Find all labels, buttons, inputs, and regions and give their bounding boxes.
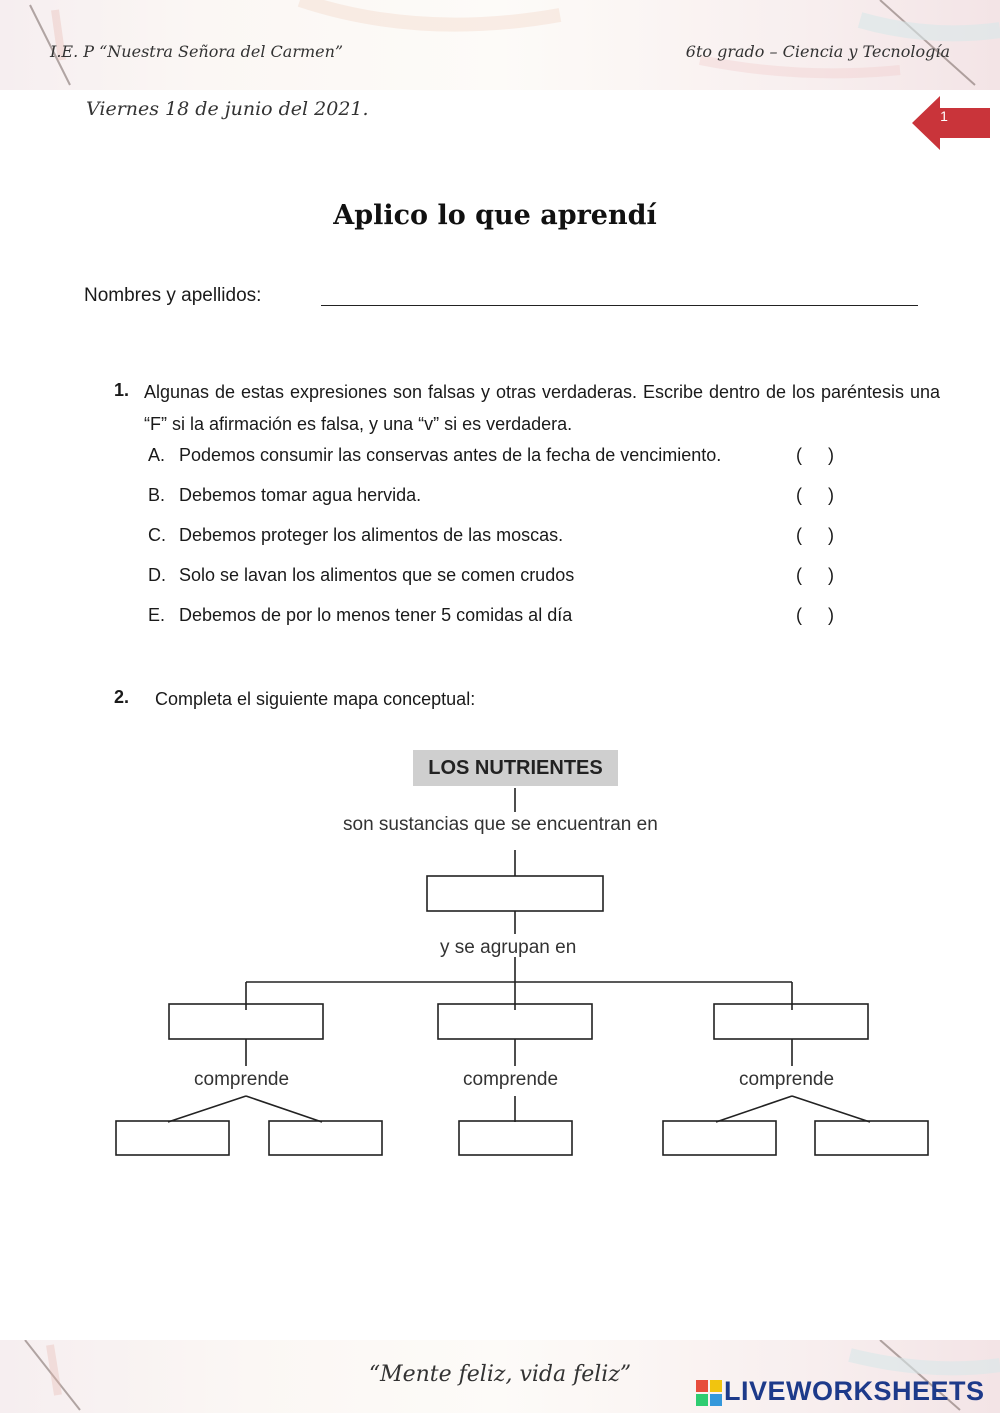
example-box-5 <box>815 1121 928 1155</box>
comprende-label-1: comprende <box>194 1069 290 1090</box>
link-text-1: son sustancias que se encuentran en <box>343 814 658 835</box>
grade-subject: 6to grado – Ciencia y Tecnología <box>685 42 950 61</box>
option-letter: E. <box>148 605 166 625</box>
answer-paren-open[interactable]: ( <box>796 525 802 545</box>
concept-map <box>100 740 950 1180</box>
question-2-number: 2. <box>114 687 130 707</box>
comprende-label-3: comprende <box>739 1069 835 1090</box>
liveworksheets-brand: LIVEWORKSHEETS <box>724 1376 985 1406</box>
name-label: Nombres y apellidos: <box>84 285 262 306</box>
option-letter: B. <box>148 485 166 505</box>
question-1-number: 1. <box>114 380 130 400</box>
school-name: I.E. P “Nuestra Señora del Carmen” <box>50 42 344 61</box>
answer-paren-open[interactable]: ( <box>796 605 802 625</box>
footer-quote: “Mente feliz, vida feliz” <box>368 1362 632 1387</box>
example-box-4 <box>663 1121 776 1155</box>
option-text: Debemos de por lo menos tener 5 comidas al día <box>179 605 573 625</box>
answer-paren-open[interactable]: ( <box>796 445 802 465</box>
option-c <box>148 525 848 551</box>
answer-paren-open[interactable]: ( <box>796 565 802 585</box>
answer-paren-close: ) <box>828 565 834 585</box>
page-number: 1 <box>940 108 948 124</box>
option-d <box>148 565 848 591</box>
page-title: Aplico lo que aprendí <box>333 200 657 231</box>
question-1-text: Algunas de estas expresiones son falsas y otras verdaderas. Escribe dentro de los paréntesis una “F” si la afirmación es falsa, y una “v” si es verdadera. <box>144 382 940 434</box>
option-a <box>148 445 848 471</box>
option-text: Debemos proteger los alimentos de las moscas. <box>179 525 564 545</box>
option-letter: A. <box>148 445 166 465</box>
option-text: Debemos tomar agua hervida. <box>179 485 422 505</box>
example-box-2 <box>269 1121 382 1155</box>
option-b <box>148 485 848 511</box>
comprende-label-2: comprende <box>463 1069 559 1090</box>
option-letter: C. <box>148 525 166 545</box>
option-e <box>148 605 848 631</box>
example-box-1 <box>116 1121 229 1155</box>
concept-map-title: LOS NUTRIENTES <box>413 750 618 786</box>
answer-paren-close: ) <box>828 445 834 465</box>
answer-paren-close: ) <box>828 485 834 505</box>
answer-paren-close: ) <box>828 605 834 625</box>
answer-paren-open[interactable]: ( <box>796 485 802 505</box>
example-box-3 <box>459 1121 572 1155</box>
name-answer-line[interactable] <box>321 305 918 306</box>
liveworksheets-icon <box>696 1380 722 1406</box>
date: Viernes 18 de junio del 2021. <box>86 98 369 120</box>
option-letter: D. <box>148 565 166 585</box>
concept-map-lines <box>100 740 950 1180</box>
answer-paren-close: ) <box>828 525 834 545</box>
link-text-2: y se agrupan en <box>440 937 577 958</box>
category-box-3 <box>714 1004 868 1039</box>
question-2-text: Completa el siguiente mapa conceptual: <box>155 689 476 709</box>
option-text: Solo se lavan los alimentos que se comen crudos <box>179 565 575 585</box>
source-box <box>427 876 603 911</box>
option-text: Podemos consumir las conservas antes de la fecha de vencimiento. <box>179 445 722 465</box>
